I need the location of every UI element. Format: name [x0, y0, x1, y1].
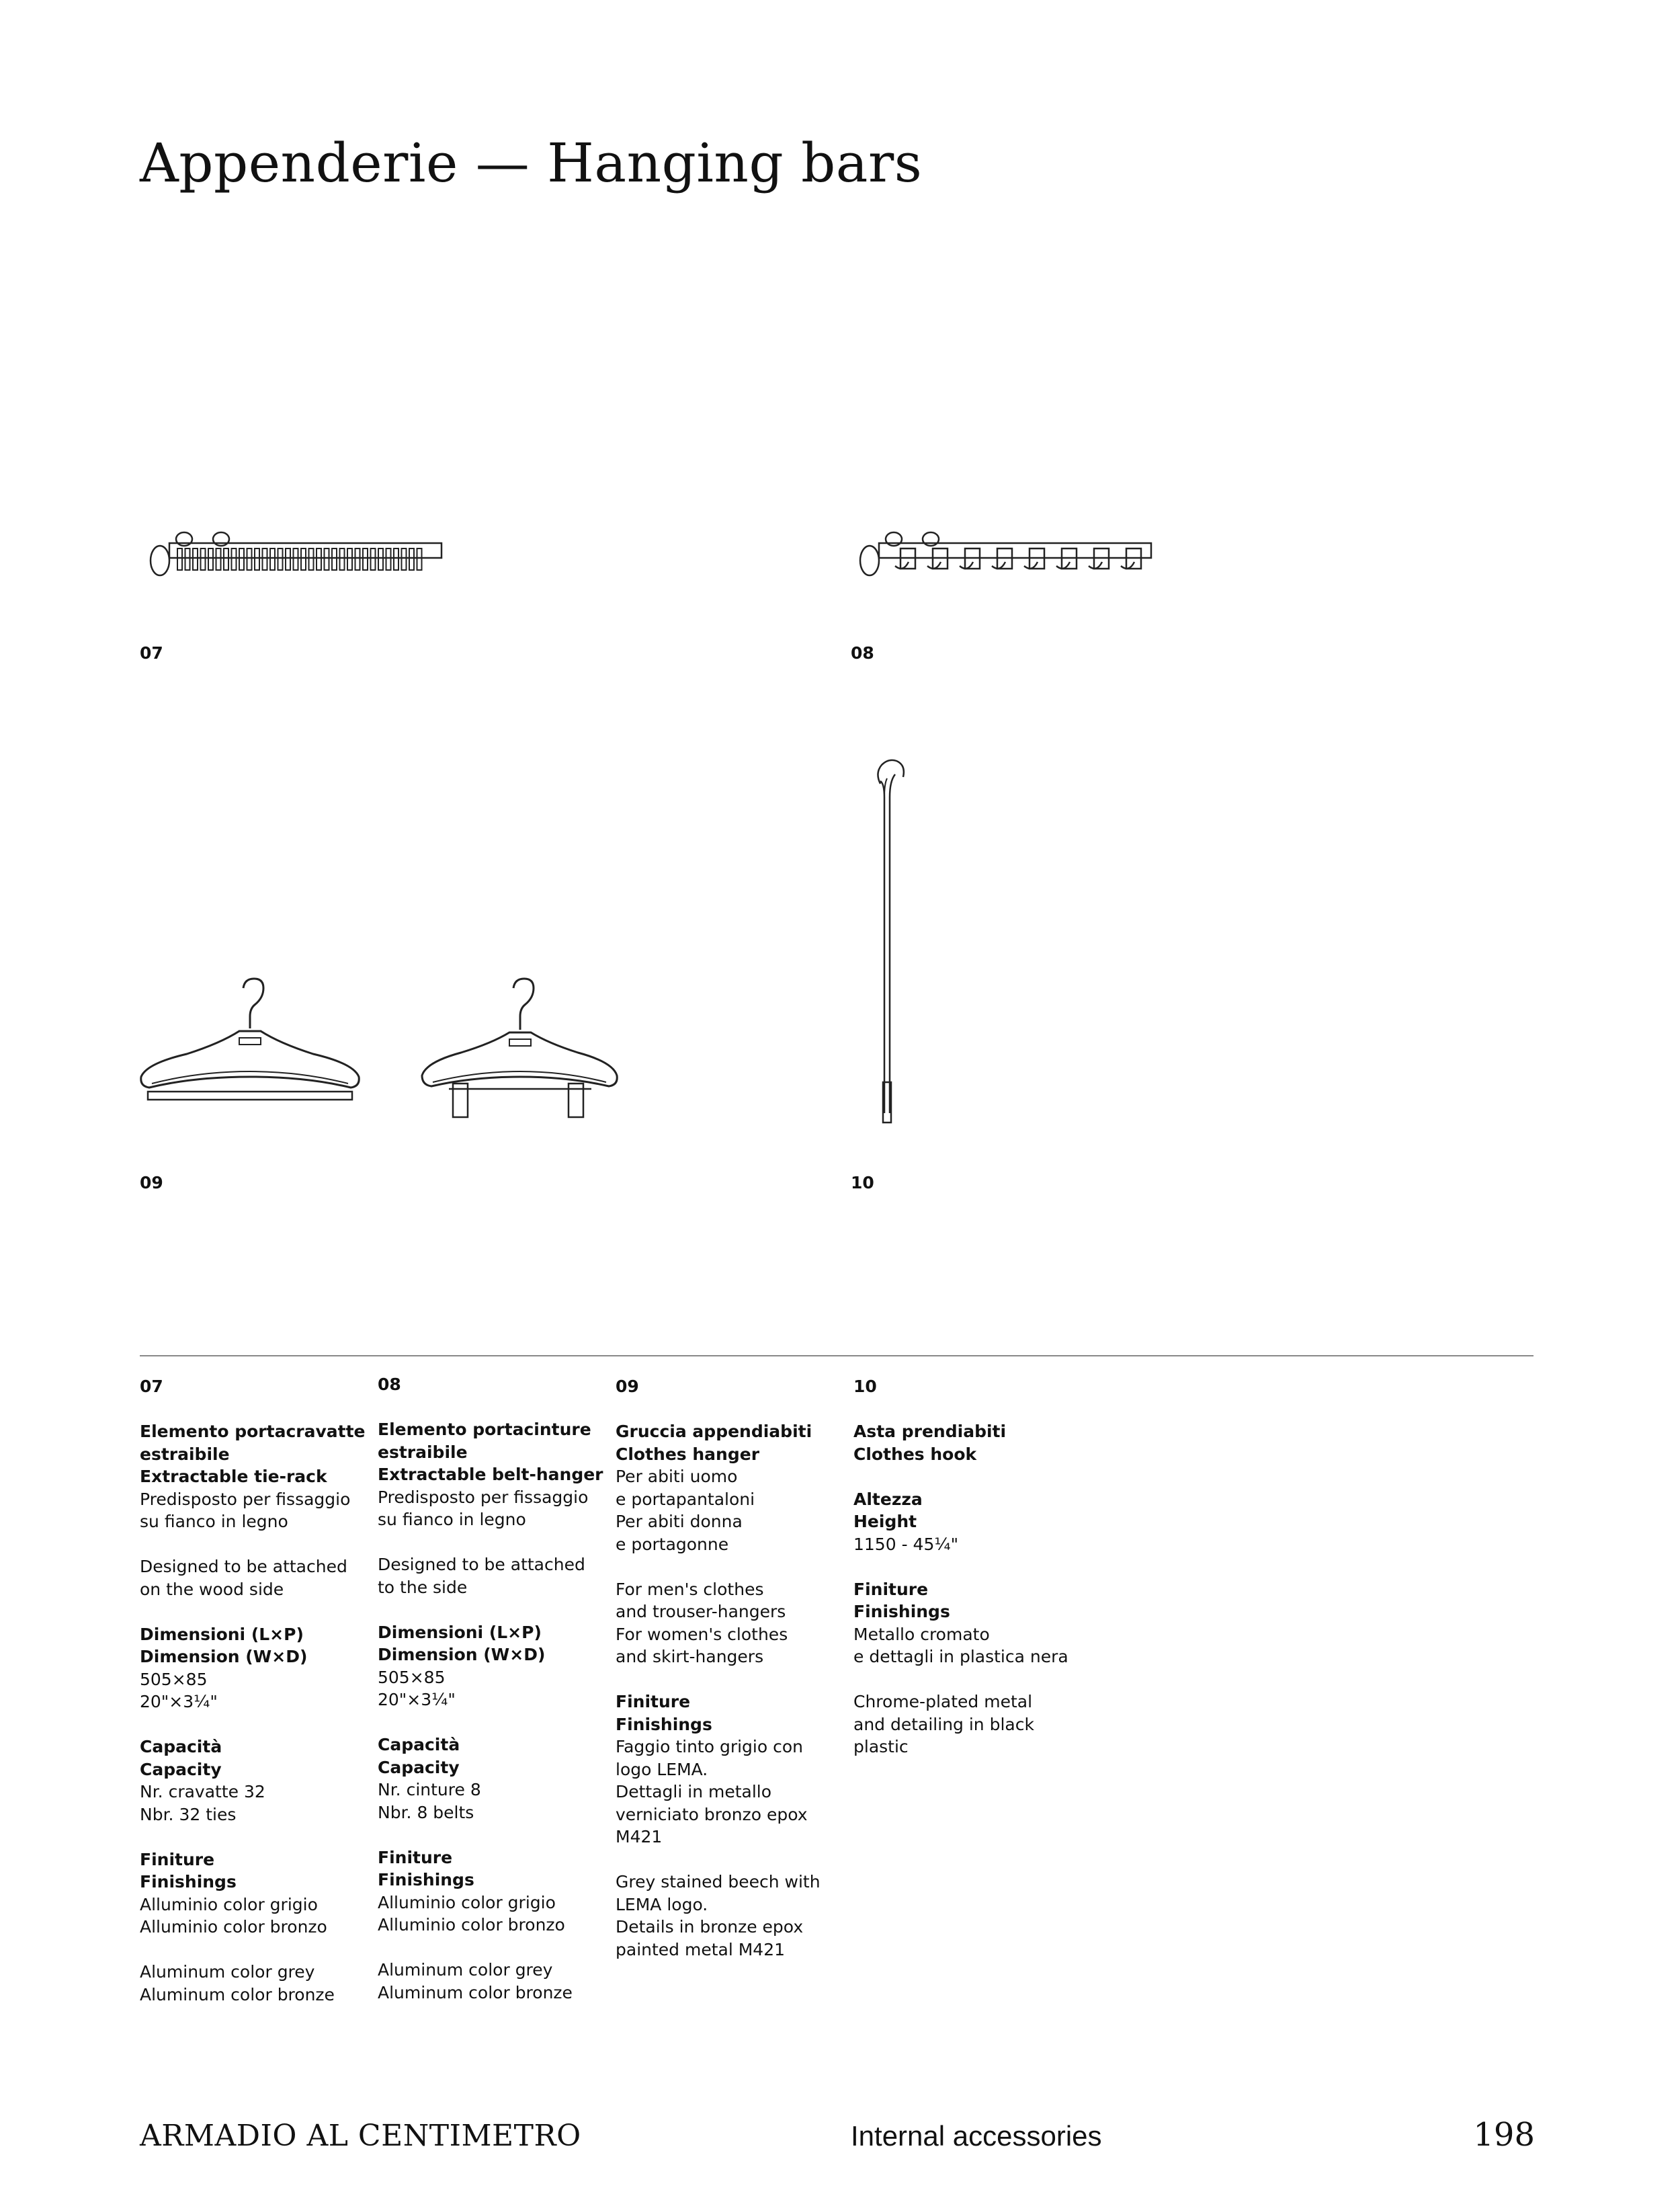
- clothes-hook-illustration: [867, 757, 914, 1127]
- spec-text: Designed to be attached: [140, 1557, 347, 1576]
- spec-block: [378, 1959, 610, 2004]
- spec-block: [616, 1578, 847, 1668]
- spec-heading: Extractable belt-hanger: [378, 1465, 603, 1484]
- spec-heading: Elemento portacravatte: [140, 1422, 366, 1441]
- spec-text: Alluminio color grigio: [378, 1892, 556, 1912]
- footer-section-name: Internal accessories: [851, 2120, 1102, 2152]
- spec-heading: Capacity: [378, 1757, 460, 1777]
- spec-number: 07: [140, 1377, 163, 1396]
- spec-heading: estraibile: [140, 1444, 230, 1464]
- clip-hanger-illustration: [419, 976, 618, 1124]
- spec-text: 505×85: [378, 1667, 446, 1687]
- spec-column-08: [378, 1373, 610, 2027]
- spec-text: Per abiti uomo: [616, 1467, 738, 1486]
- spec-heading: Extractable tie-rack: [140, 1467, 327, 1486]
- spec-text: Dettagli in metallo: [616, 1782, 772, 1801]
- spec-block: [140, 1420, 372, 1533]
- spec-block: [378, 1418, 610, 1531]
- spec-heading: estraibile: [378, 1442, 468, 1462]
- spec-text: Aluminum color bronze: [378, 1982, 573, 2002]
- spec-text: su fianco in legno: [378, 1510, 526, 1529]
- spec-text: verniciato bronzo epox: [616, 1804, 808, 1824]
- spec-heading: Dimensioni (L×P): [378, 1622, 542, 1642]
- spec-text: and trouser-hangers: [616, 1602, 786, 1621]
- spec-heading: Finiture: [853, 1579, 929, 1599]
- spec-text: on the wood side: [140, 1579, 284, 1599]
- spec-text: plastic: [853, 1737, 909, 1756]
- spec-text: Nr. cravatte 32: [140, 1782, 265, 1801]
- spec-text: Nbr. 8 belts: [378, 1802, 474, 1822]
- spec-text: and detailing in black: [853, 1714, 1034, 1734]
- belt-hanger-illustration: [853, 528, 1156, 582]
- spec-text: Nbr. 32 ties: [140, 1804, 237, 1824]
- spec-text: For women's clothes: [616, 1624, 788, 1644]
- spec-text: Predisposto per fissaggio: [140, 1489, 351, 1509]
- label-07: 07: [140, 643, 163, 663]
- label-09: 09: [140, 1173, 163, 1192]
- spec-heading: Altezza: [853, 1489, 923, 1509]
- spec-heading: Capacità: [140, 1737, 222, 1756]
- spec-heading: Dimension (W×D): [378, 1645, 546, 1664]
- spec-text: Aluminum color grey: [140, 1962, 315, 1982]
- coat-hanger-illustration: [138, 976, 362, 1110]
- spec-block: [378, 1621, 610, 1711]
- spec-block: [140, 1623, 372, 1713]
- page-title: Appenderie — Hanging bars: [140, 132, 923, 194]
- spec-heading: Dimensioni (L×P): [140, 1624, 304, 1644]
- spec-heading: Capacità: [378, 1735, 460, 1754]
- spec-heading: Finiture: [378, 1847, 453, 1867]
- spec-text: and skirt-hangers: [616, 1647, 764, 1666]
- footer-collection-name: ARMADIO AL CENTIMETRO: [140, 2119, 581, 2153]
- spec-text: Alluminio color bronzo: [378, 1915, 565, 1935]
- label-08: 08: [851, 643, 874, 663]
- spec-block: [616, 1420, 847, 1555]
- spec-text: Metallo cromato: [853, 1624, 990, 1644]
- spec-heading: Finishings: [140, 1872, 237, 1891]
- spec-heading: Finiture: [616, 1692, 691, 1711]
- spec-text: For men's clothes: [616, 1579, 764, 1599]
- spec-block: [140, 1555, 372, 1600]
- spec-text: Details in bronze epox: [616, 1917, 804, 1937]
- spec-heading: Elemento portacinture: [378, 1420, 591, 1439]
- spec-heading: Finishings: [616, 1714, 712, 1734]
- spec-column-10: [853, 1375, 1085, 1781]
- spec-text: Alluminio color grigio: [140, 1894, 318, 1914]
- spec-block: [853, 1420, 1085, 1465]
- spec-heading: Finiture: [140, 1849, 215, 1869]
- spec-number: 10: [853, 1377, 877, 1396]
- spec-block: [140, 1848, 372, 1939]
- spec-block: [853, 1691, 1085, 1758]
- spec-text: logo LEMA.: [616, 1759, 708, 1779]
- spec-block: [140, 1736, 372, 1826]
- spec-heading: Clothes hook: [853, 1444, 977, 1464]
- spec-block: [853, 1578, 1085, 1668]
- spec-block: [378, 1553, 610, 1598]
- spec-text: 505×85: [140, 1669, 208, 1689]
- footer-page-number: 198: [1473, 2116, 1535, 2154]
- spec-column-07: [140, 1375, 372, 2029]
- tie-rack-illustration: [144, 528, 446, 582]
- spec-block: [853, 1488, 1085, 1556]
- spec-number: 08: [378, 1375, 401, 1394]
- spec-heading: Dimension (W×D): [140, 1647, 308, 1666]
- divider-rule: [140, 1355, 1534, 1356]
- spec-text: M421: [616, 1827, 663, 1846]
- spec-block: [378, 1734, 610, 1824]
- spec-text: Per abiti donna: [616, 1512, 743, 1531]
- spec-text: Alluminio color bronzo: [140, 1917, 327, 1937]
- spec-heading: Clothes hanger: [616, 1444, 760, 1464]
- spec-text: painted metal M421: [616, 1939, 786, 1959]
- spec-block: [378, 1846, 610, 1937]
- spec-text: Chrome-plated metal: [853, 1692, 1033, 1711]
- spec-text: Aluminum color grey: [378, 1960, 553, 1980]
- spec-text: 1150 - 45¼": [853, 1534, 959, 1554]
- spec-text: e portapantaloni: [616, 1489, 755, 1509]
- spec-text: Grey stained beech with: [616, 1872, 821, 1891]
- spec-text: Aluminum color bronze: [140, 1984, 335, 2004]
- spec-block: [616, 1871, 847, 1961]
- spec-text: Designed to be attached: [378, 1555, 585, 1574]
- spec-heading: Capacity: [140, 1759, 222, 1779]
- spec-heading: Asta prendiabiti: [853, 1422, 1007, 1441]
- spec-text: Faggio tinto grigio con: [616, 1737, 804, 1756]
- spec-text: 20"×3¼": [378, 1690, 456, 1709]
- spec-text: su fianco in legno: [140, 1512, 288, 1531]
- spec-number: 09: [616, 1377, 639, 1396]
- spec-text: to the side: [378, 1577, 468, 1597]
- spec-heading: Finishings: [853, 1602, 950, 1621]
- spec-column-09: [616, 1375, 847, 1984]
- spec-text: LEMA logo.: [616, 1894, 708, 1914]
- spec-heading: Gruccia appendiabiti: [616, 1422, 812, 1441]
- label-10: 10: [851, 1173, 874, 1192]
- spec-heading: Finishings: [378, 1870, 474, 1889]
- spec-text: e portagonne: [616, 1534, 729, 1554]
- spec-text: Predisposto per fissaggio: [378, 1487, 589, 1507]
- spec-text: Nr. cinture 8: [378, 1780, 481, 1799]
- spec-text: 20"×3¼": [140, 1692, 218, 1711]
- spec-block: [140, 1961, 372, 2006]
- spec-block: [616, 1691, 847, 1848]
- spec-text: e dettagli in plastica nera: [853, 1647, 1068, 1666]
- spec-heading: Height: [853, 1512, 917, 1531]
